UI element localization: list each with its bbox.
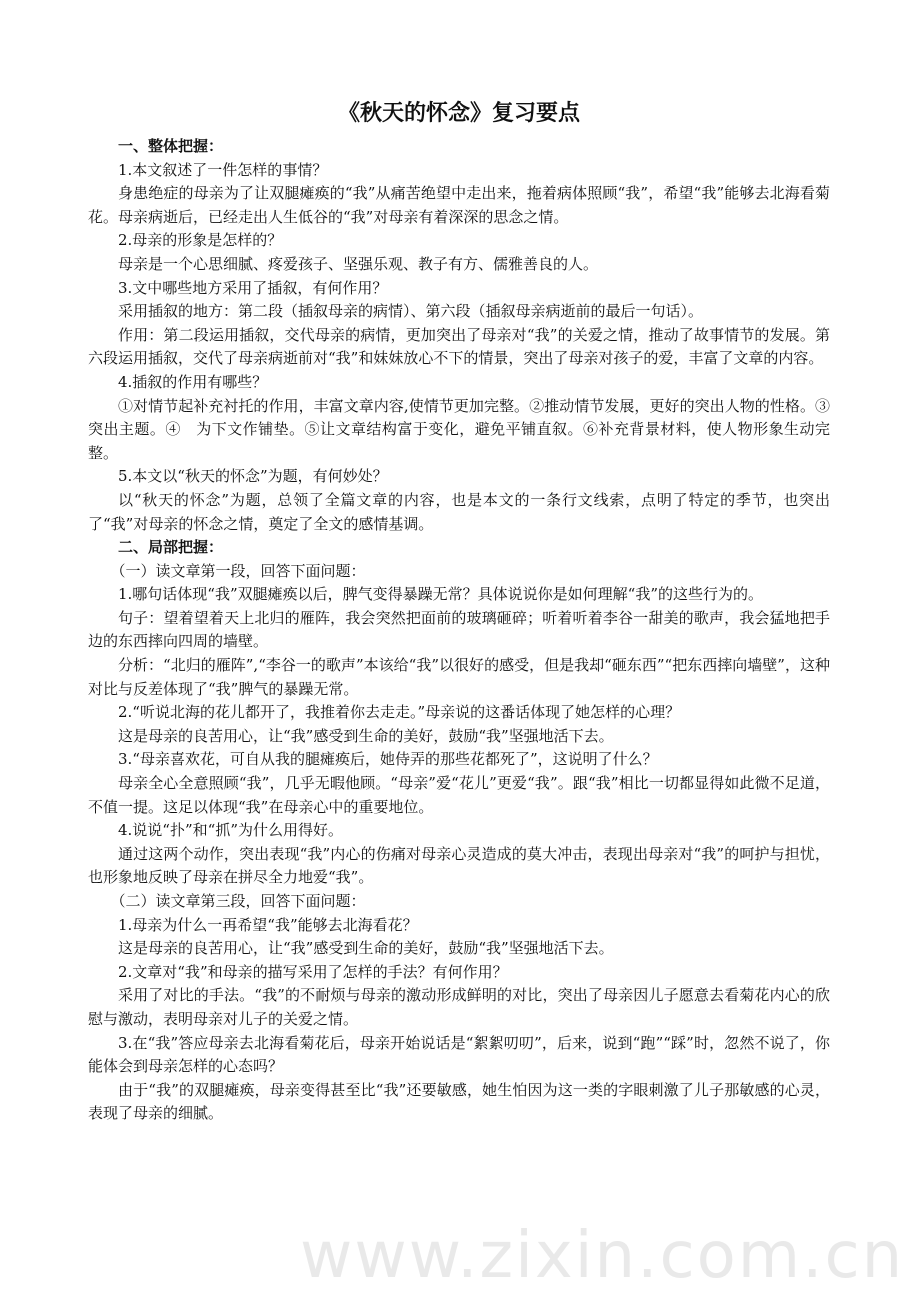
paragraph: 1.哪句话体现“我”双腿瘫痪以后，脾气变得暴躁无常？具体说说你是如何理解“我”的这些行为的。 xyxy=(118,585,763,604)
subsection-heading: （一）读文章第一段，回答下面问题： xyxy=(110,561,366,580)
paragraph: 5.本文以“秋天的怀念”为题，有何妙处？ xyxy=(118,467,388,486)
subsection-heading: （二）读文章第三段，回答下面问题： xyxy=(110,892,366,910)
paragraph: 2.文章对“我”和母亲的描写采用了怎样的手法？有何作用？ xyxy=(118,962,508,981)
paragraph: 3.在“我”答应母亲去北海看菊花后，母亲开始说话是“絮絮叨叨”，后来，说到“跑”“踩”时，忽然不说了，你能体会到母亲怎样的心态吗？ xyxy=(88,1033,830,1076)
document-page xyxy=(88,96,830,1126)
section-heading: 一、整体把握： xyxy=(118,137,224,155)
paragraph: 由于“我”的双腿瘫痪，母亲变得甚至比“我”还要敏感，她生怕因为这一类的字眼刺激了儿子那敏感的心灵，表现了母亲的细腻。 xyxy=(88,1080,830,1123)
paragraph: 4.插叙的作用有哪些？ xyxy=(118,372,268,391)
paragraph: 分析：“北归的雁阵”,“李谷一的歌声”本该给“我”以很好的感受，但是我却“砸东西”“把东西摔向墙壁”，这种对比与反差体现了“我”脾气的暴躁无常。 xyxy=(88,656,830,698)
section-heading: 二、局部把握： xyxy=(118,538,224,557)
paragraph: 这是母亲的良苦用心，让“我”感受到生命的美好，鼓励“我”坚强地活下去。 xyxy=(118,939,614,958)
paragraph: 母亲是一个心思细腻、疼爱孩子、坚强乐观、教子有方、儒雅善良的人。 xyxy=(118,254,599,273)
paragraph: 采用了对比的手法。“我”的不耐烦与母亲的激动形成鲜明的对比，突出了母亲因儿子愿意去看菊花内心的欣慰与激动，表明母亲对儿子的关爱之情。 xyxy=(88,986,830,1028)
paragraph: 身患绝症的母亲为了让双腿瘫痪的“我”从痛苦绝望中走出来，拖着病体照顾“我”，希望“我”能够去北海看菊花。母亲病逝后，已经走出人生低谷的“我”对母亲有着深深的思念之情。 xyxy=(88,184,830,226)
paragraph: 母亲全心全意照顾“我”，几乎无暇他顾。“母亲”爱“花儿”更爱“我”。跟“我”相比一切都显得如此微不足道，不值一提。这足以体现“我”在母亲心中的重要地位。 xyxy=(88,774,830,816)
paragraph: 3.文中哪些地方采用了插叙，有何作用？ xyxy=(118,278,388,297)
paragraph: 句子：望着望着天上北归的雁阵，我会突然把面前的玻璃砸碎；听着听着李谷一甜美的歌声，我会猛地把手边的东西摔向四周的墙壁。 xyxy=(88,608,830,651)
paragraph: 以“秋天的怀念”为题，总领了全篇文章的内容，也是本文的一条行文线索，点明了特定的季节，也突出了“我”对母亲的怀念之情，奠定了全文的感情基调。 xyxy=(88,490,830,533)
document-body xyxy=(88,135,830,1126)
paragraph: 3.“母亲喜欢花，可自从我的腿瘫痪后，她侍弄的那些花都死了”，这说明了什么？ xyxy=(118,750,658,769)
paragraph: 采用插叙的地方：第二段（插叙母亲的病情）、第六段（插叙母亲病逝前的最后一句话）。 xyxy=(118,302,704,321)
paragraph: 2.母亲的形象是怎样的？ xyxy=(118,231,283,250)
paragraph: 1.本文叙述了一件怎样的事情？ xyxy=(118,160,328,179)
paragraph: 1.母亲为什么一再希望“我”能够去北海看花？ xyxy=(118,915,418,934)
paragraph: 2.“听说北海的花儿都开了，我推着你去走走。”母亲说的这番话体现了她怎样的心理？ xyxy=(118,703,681,722)
paragraph: 通过这两个动作，突出表现“我”内心的伤痛对母亲心灵造成的莫大冲击，表现出母亲对“我”的呵护与担忧，也形象地反映了母亲在拼尽全力地爱“我”。 xyxy=(88,844,830,887)
paragraph: 这是母亲的良苦用心，让“我”感受到生命的美好，鼓励“我”坚强地活下去。 xyxy=(118,726,614,745)
watermark: www.zixin.com.cn xyxy=(300,1219,905,1293)
document-title: 《秋天的怀念》复习要点 xyxy=(337,101,580,126)
paragraph: 作用：第二段运用插叙，交代母亲的病情，更加突出了母亲对“我”的关爱之情，推动了故事情节的发展。第六段运用插叙，交代了母亲病逝前对“我”和妹妹放心不下的情景，突出了母亲对孩子的爱，丰富了文章的内容。 xyxy=(88,325,830,368)
paragraph: 4.说说“扑”和“抓”为什么用得好。 xyxy=(118,821,343,840)
paragraph: ①对情节起补充衬托的作用，丰富文章内容,使情节更加完整。②推动情节发展，更好的突出人物的性格。③突出主题。④ 为下文作铺垫。⑤让文章结构富于变化，避免平铺直叙。⑥补充背景材料，使人物形象生动完整。 xyxy=(88,396,830,462)
